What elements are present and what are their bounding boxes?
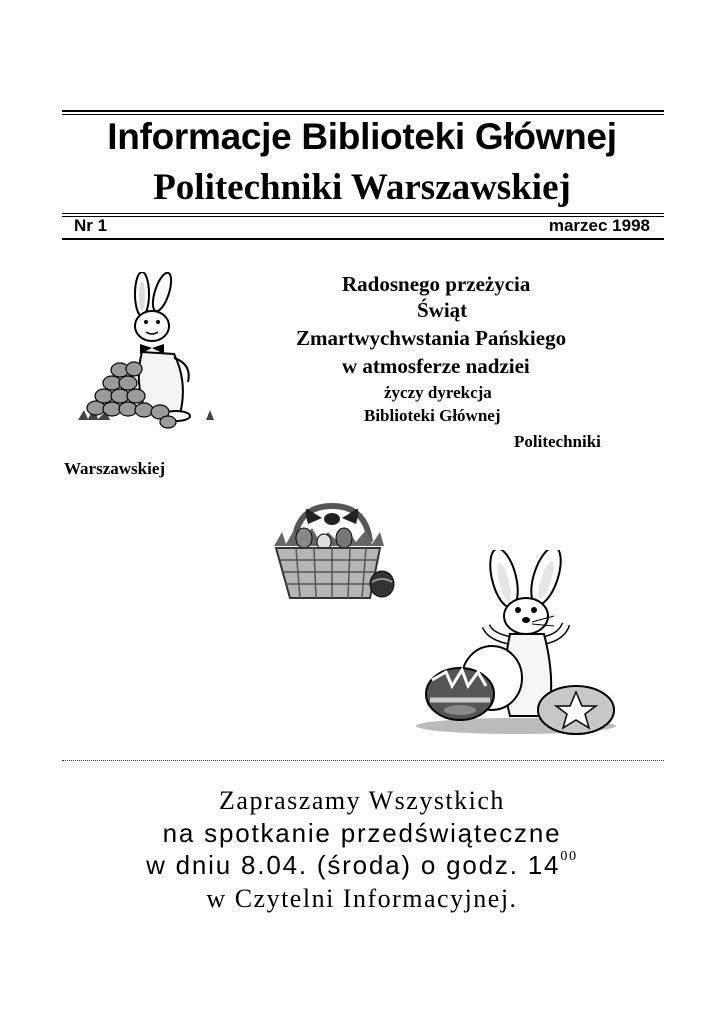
page-title: Informacje Biblioteki Głównej xyxy=(107,116,617,157)
issue-number: Nr 1 xyxy=(74,216,108,235)
page-subtitle: Politechniki Warszawskiej xyxy=(153,167,571,208)
greeting-line: w atmosferze nadziei xyxy=(342,354,530,378)
waving-bunny-with-eggs-illustration xyxy=(406,550,616,740)
greeting-line: Świąt xyxy=(417,298,468,322)
header-top-rule xyxy=(62,110,664,112)
greeting-line: Zmartwychwstania Pańskiego xyxy=(296,326,567,350)
invitation-line xyxy=(0,850,724,881)
invitation-line: na spotkanie przedświąteczne xyxy=(162,818,562,848)
invitation-time-text: w dniu 8.04. (środa) o godz. 14 xyxy=(146,850,561,880)
bunny-with-eggs-illustration xyxy=(76,272,216,432)
greeting-line: Radosnego przeżycia xyxy=(342,272,531,296)
issue-top-rule xyxy=(62,213,664,214)
invitation-time-minutes: 00 xyxy=(560,849,578,865)
invitation-line: Zapraszamy Wszystkich xyxy=(219,786,505,815)
dotted-separator xyxy=(62,760,664,761)
greeting-line: Biblioteki Głównej xyxy=(364,406,501,425)
easter-basket-illustration xyxy=(272,502,398,604)
greeting-line: Warszawskiej xyxy=(64,459,166,478)
issue-bottom-rule xyxy=(62,238,664,240)
issue-date: marzec 1998 xyxy=(548,216,650,235)
invitation-line: w Czytelni Informacyjnej. xyxy=(206,884,518,913)
header-top-rule-thin xyxy=(62,114,664,115)
greeting-line: Politechniki xyxy=(514,432,601,451)
greeting-line: życzy dyrekcja xyxy=(384,383,492,402)
